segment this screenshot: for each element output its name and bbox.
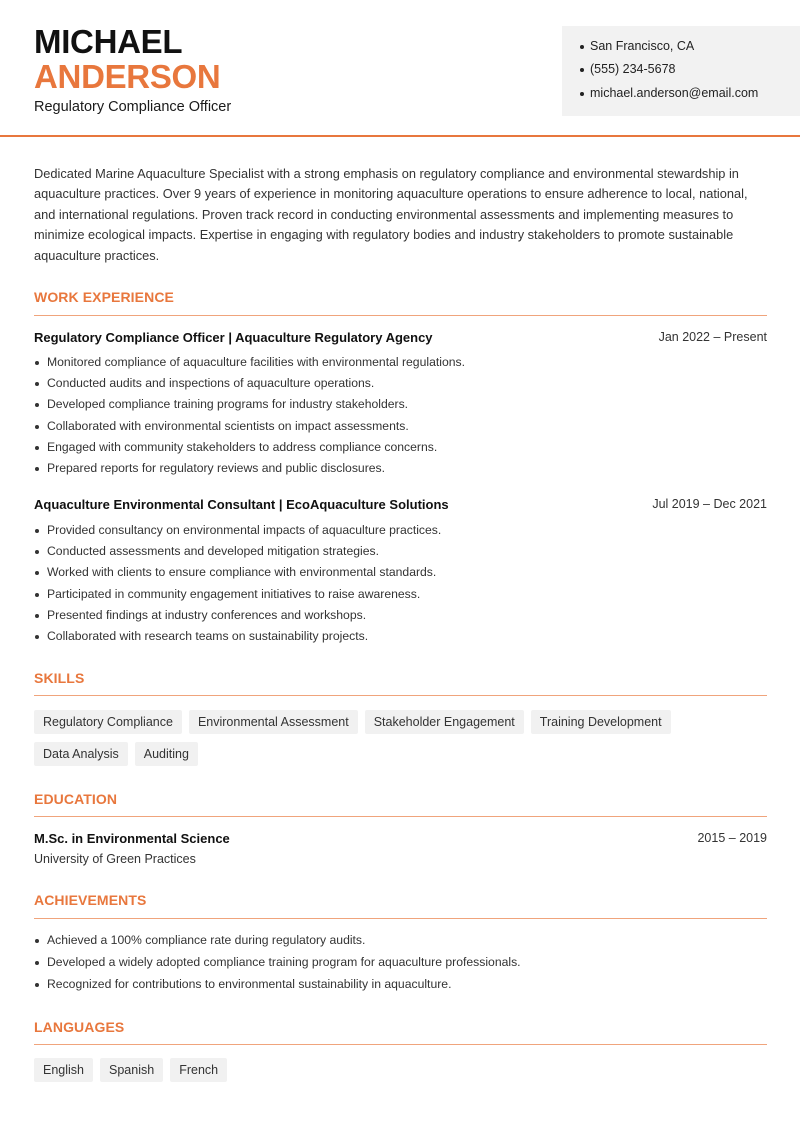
job-header <box>34 330 767 345</box>
section-title-work: WORK EXPERIENCE <box>34 289 174 305</box>
language-tag: Spanish <box>100 1058 163 1082</box>
section-title-skills: SKILLS <box>34 670 85 686</box>
section-divider <box>34 816 767 817</box>
first-name: MICHAEL <box>34 23 183 60</box>
languages-list <box>34 1058 774 1090</box>
degree-title: M.Sc. in Environmental Science <box>34 831 230 846</box>
job-header <box>34 497 767 512</box>
professional-summary: Dedicated Marine Aquaculture Specialist with a strong emphasis on regulatory compliance and environmental stewardship in aquaculture practices. Over 9 years of experience in monitoring aquaculture operations to ensure adherence to local, national, and international regulations. Proven track record in conducting environmental assessments and implementing measures to minimize ecological impacts. Expertise in engaging with regulatory bodies and industry stakeholders to promote sustainable aquaculture practices. <box>34 166 748 263</box>
list-item: Engaged with community stakeholders to address compliance concerns. <box>34 440 465 461</box>
job-title: Aquaculture Environmental Consultant | EcoAquaculture Solutions <box>34 497 449 512</box>
list-item: Developed compliance training programs for industry stakeholders. <box>34 397 465 418</box>
job-bullets <box>34 355 465 482</box>
list-item: Achieved a 100% compliance rate during regulatory audits. <box>34 933 521 955</box>
job-role: Regulatory Compliance Officer <box>34 99 232 115</box>
section-title-education: EDUCATION <box>34 791 118 807</box>
candidate-name <box>34 24 220 94</box>
skills-list <box>34 710 774 774</box>
school-name: University of Green Practices <box>34 852 196 866</box>
skill-tag: Environmental Assessment <box>189 710 358 734</box>
contact-email: michael.anderson@email.com <box>580 86 800 109</box>
section-divider <box>34 695 767 696</box>
contact-box <box>562 26 800 116</box>
job-dates: Jan 2022 – Present <box>658 330 767 344</box>
section-divider <box>34 1044 767 1045</box>
skill-tag: Auditing <box>135 742 198 766</box>
list-item: Collaborated with environmental scientists on impact assessments. <box>34 419 465 440</box>
list-item: Conducted assessments and developed mitigation strategies. <box>34 544 441 565</box>
list-item: Collaborated with research teams on sustainability projects. <box>34 629 441 650</box>
job-bullets <box>34 523 441 650</box>
education-header <box>34 831 767 846</box>
section-divider <box>34 315 767 316</box>
section-title-achievements: ACHIEVEMENTS <box>34 892 147 908</box>
section-title-languages: LANGUAGES <box>34 1019 125 1035</box>
skill-tag: Regulatory Compliance <box>34 710 182 734</box>
contact-location: San Francisco, CA <box>580 39 800 62</box>
list-item: Monitored compliance of aquaculture facilities with environmental regulations. <box>34 355 465 376</box>
job-dates: Jul 2019 – Dec 2021 <box>652 497 767 511</box>
last-name: ANDERSON <box>34 58 221 95</box>
list-item: Developed a widely adopted compliance training program for aquaculture professionals. <box>34 955 521 977</box>
language-tag: French <box>170 1058 227 1082</box>
skill-tag: Stakeholder Engagement <box>365 710 524 734</box>
education-dates: 2015 – 2019 <box>697 831 767 845</box>
list-item: Worked with clients to ensure compliance with environmental standards. <box>34 565 441 586</box>
list-item: Participated in community engagement initiatives to raise awareness. <box>34 587 441 608</box>
resume-header <box>0 0 800 137</box>
list-item: Presented findings at industry conferences and workshops. <box>34 608 441 629</box>
skill-tag: Training Development <box>531 710 671 734</box>
list-item: Provided consultancy on environmental impacts of aquaculture practices. <box>34 523 441 544</box>
language-tag: English <box>34 1058 93 1082</box>
list-item: Recognized for contributions to environmental sustainability in aquaculture. <box>34 977 521 999</box>
list-item: Conducted audits and inspections of aquaculture operations. <box>34 376 465 397</box>
contact-phone: (555) 234-5678 <box>580 62 800 85</box>
section-divider <box>34 918 767 919</box>
skill-tag: Data Analysis <box>34 742 128 766</box>
job-title: Regulatory Compliance Officer | Aquaculture Regulatory Agency <box>34 330 433 345</box>
list-item: Prepared reports for regulatory reviews and public disclosures. <box>34 461 465 482</box>
achievements-list <box>34 933 521 999</box>
